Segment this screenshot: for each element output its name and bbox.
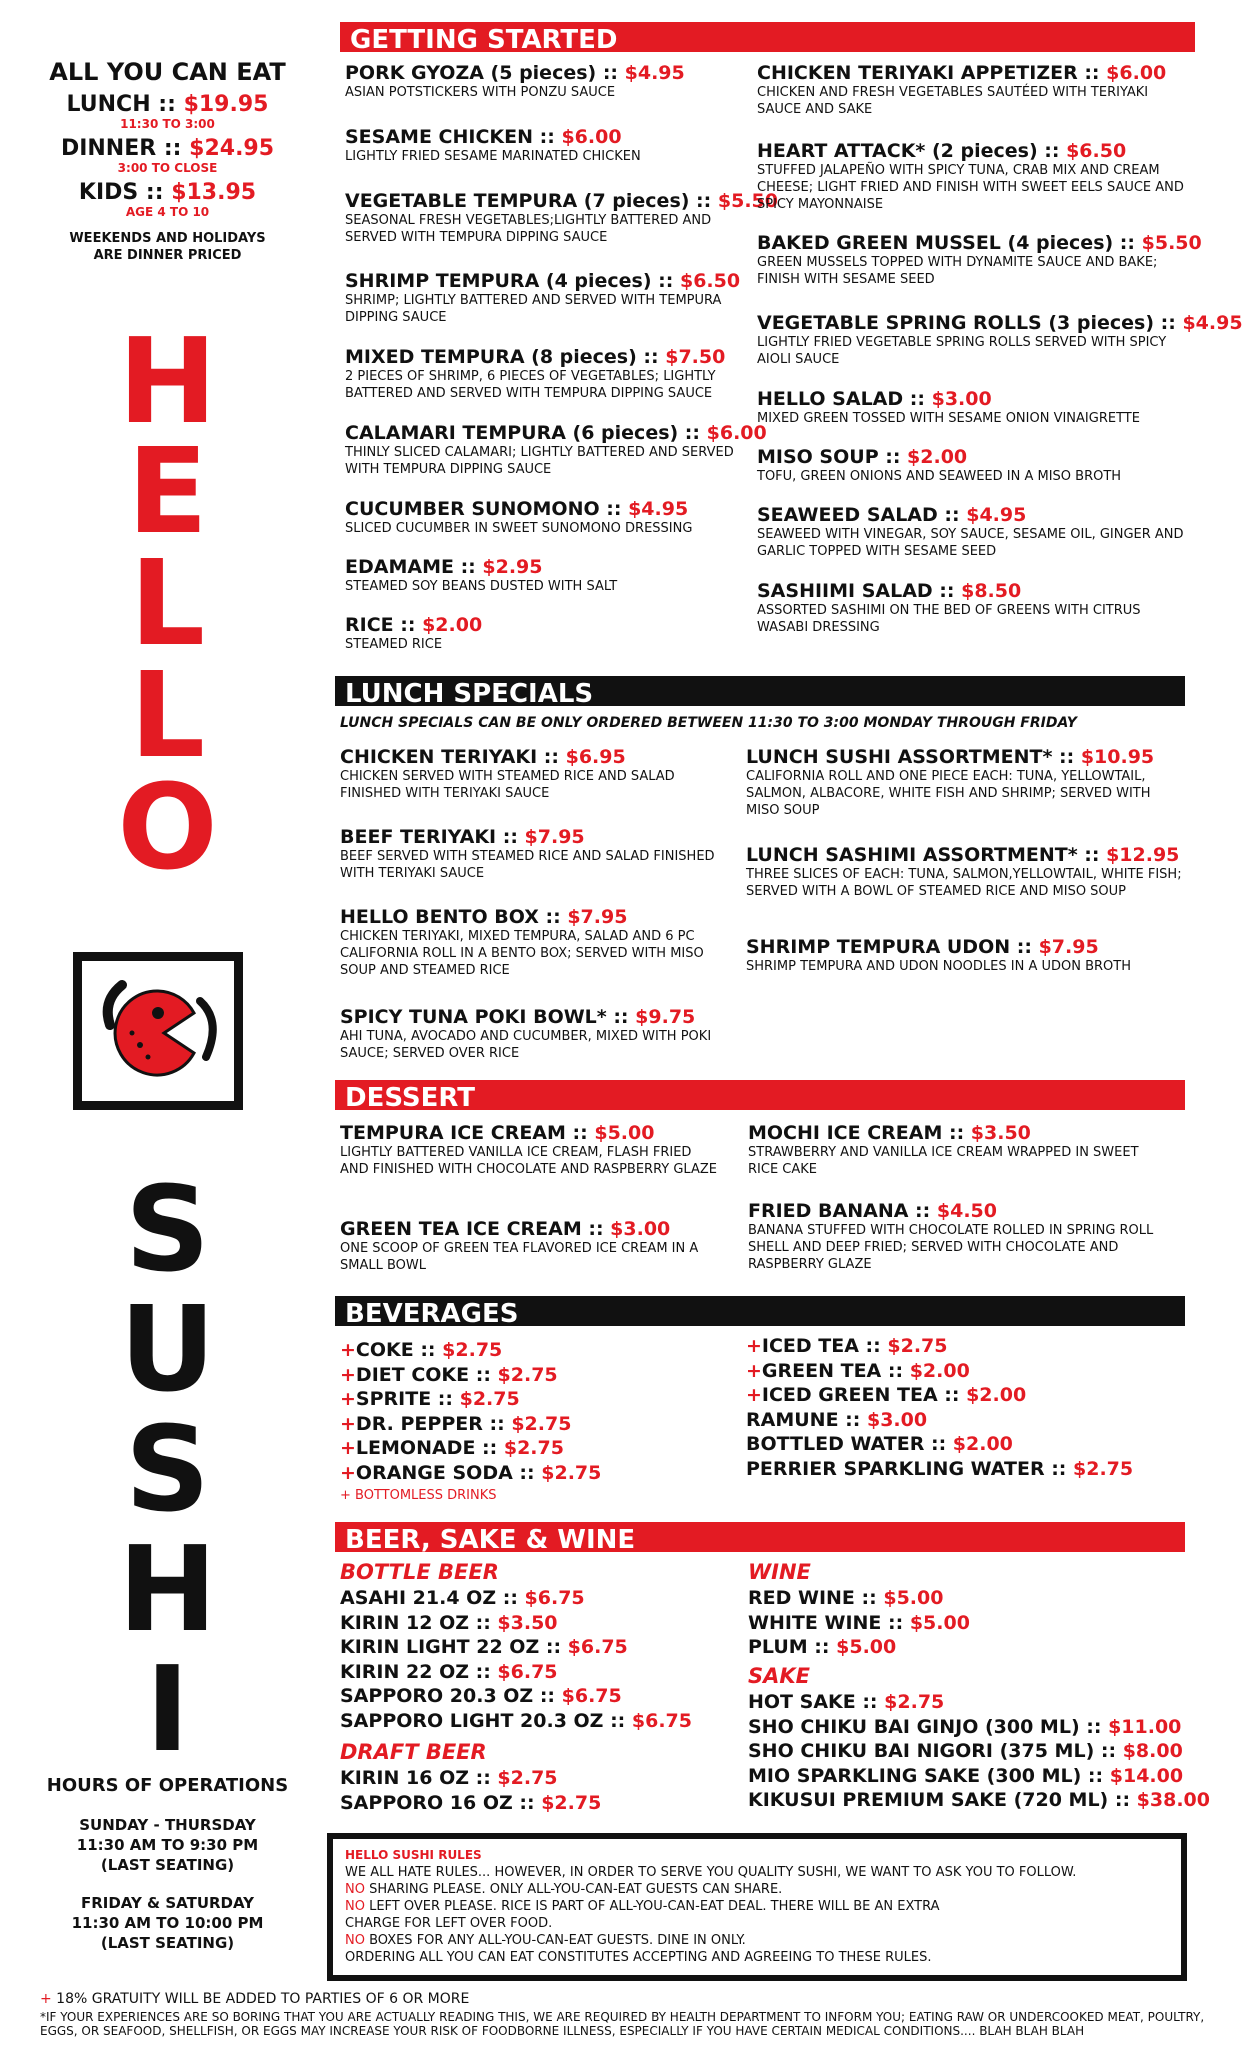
- menu-item-price: $2.00: [907, 446, 968, 468]
- price-line-price: $14.00: [1109, 1764, 1184, 1787]
- price-line-price: $6.75: [567, 1636, 628, 1658]
- menu-item-description: SEAWEED WITH VINEGAR, SOY SAUCE, SESAME OIL, GINGER AND GARLIC TOPPED WITH SESAME SEED: [757, 527, 1184, 559]
- dinner-label: DINNER: [60, 136, 157, 161]
- menu-item-price: $7.50: [665, 346, 726, 368]
- menu-item-name: MOCHI ICE CREAM :: $3.50: [748, 1122, 1031, 1144]
- price-line: [746, 1457, 1133, 1481]
- menu-item: [757, 62, 1187, 118]
- menu-item-name: PORK GYOZA (5 pieces) :: $4.95: [345, 62, 685, 84]
- dinner-hours: 3:00 TO CLOSE: [117, 161, 218, 175]
- price-line-price: $5.00: [883, 1587, 944, 1609]
- price-line: [340, 1611, 558, 1635]
- price-line: [340, 1412, 571, 1436]
- rules-outro: ORDERING ALL YOU CAN EAT CONSTITUTES ACCEPTING AND AGREEING TO THESE RULES.: [345, 1950, 932, 1965]
- sushi-letter: H: [118, 1520, 217, 1658]
- menu-item-name: HELLO SALAD :: $3.00: [757, 388, 992, 410]
- price-line-price: $2.75: [497, 1767, 558, 1789]
- menu-item-price: $7.95: [524, 826, 585, 848]
- price-line: [340, 1387, 520, 1411]
- price-line-name: ASAHI 21.4 OZ ::: [340, 1587, 525, 1609]
- bottomless-marker: +: [340, 1461, 356, 1484]
- sushi-letter: S: [125, 1160, 210, 1298]
- price-line-name: ICED GREEN TEA ::: [761, 1384, 967, 1406]
- menu-item-name: CUCUMBER SUNOMONO :: $4.95: [345, 498, 689, 520]
- weekend-note: WEEKENDS AND HOLIDAYS ARE DINNER PRICED: [69, 231, 266, 263]
- menu-item: [340, 1122, 720, 1178]
- menu-item-price: $5.00: [594, 1122, 655, 1144]
- price-line-name: RAMUNE ::: [746, 1408, 867, 1431]
- menu-item-price: $4.95: [1182, 312, 1243, 334]
- menu-item-price: $4.95: [624, 62, 685, 84]
- price-line: [746, 1383, 1026, 1407]
- menu-item-price: $12.95: [1106, 844, 1180, 866]
- menu-item-description: STRAWBERRY AND VANILLA ICE CREAM WRAPPED IN SWEET RICE CAKE: [748, 1145, 1139, 1177]
- rule-no-boxes: NO BOXES FOR ANY ALL-YOU-CAN-EAT GUESTS. DINE IN ONLY.: [345, 1933, 746, 1948]
- menu-item-price: $7.95: [567, 906, 628, 928]
- menu-item-name: SESAME CHICKEN :: $6.00: [345, 126, 622, 148]
- price-line-price: $2.75: [541, 1461, 602, 1484]
- menu-item-description: LIGHTLY FRIED VEGETABLE SPRING ROLLS SERVED WITH SPICY AIOLI SAUCE: [757, 335, 1167, 367]
- menu-item-price: $4.95: [966, 504, 1027, 526]
- menu-item-description: STUFFED JALAPEÑO WITH SPICY TUNA, CRAB MIX AND CREAM CHEESE; LIGHT FRIED AND FINISH WITH SWEET EELS SAUCE AND SPICY MAYONNAISE: [757, 163, 1184, 212]
- menu-item-description: CHICKEN TERIYAKI, MIXED TEMPURA, SALAD AND 6 PC CALIFORNIA ROLL IN A BENTO BOX; SERVED WITH MISO SOUP AND STEAMED RICE: [340, 929, 704, 978]
- menu-item-name: VEGETABLE SPRING ROLLS (3 pieces) :: $4.95: [757, 312, 1243, 334]
- price-line-price: $2.00: [909, 1359, 970, 1382]
- health-disclaimer: *IF YOUR EXPERIENCES ARE SO BORING THAT YOU ARE ACTUALLY READING THIS, WE ARE REQUIRED BY HEALTH DEPARTMENT TO INFORM YOU; EATING RAW OR UNDERCOOKED MEAT, POULTRY, EGGS, OR SEAFOOD, SHELLFISH, OR EGGS MAY INCREASE YOUR RISK OF FOODBORNE ILLNESS, ESPECIALLY IF YOU HAVE CERTAIN MEDICAL CONDITIONS.... BLAH BLAH BLAH: [40, 2010, 1205, 2038]
- price-line-price: $6.75: [497, 1660, 558, 1683]
- rules-intro: WE ALL HATE RULES... HOWEVER, IN ORDER TO SERVE YOU QUALITY SUSHI, WE WANT TO ASK YOU TO FOLLOW.: [345, 1865, 1077, 1880]
- rule-no-leftover: NO LEFT OVER PLEASE. RICE IS PART OF ALL-YOU-CAN-EAT DEAL. THERE WILL BE AN EXTRA: [345, 1899, 940, 1914]
- price-line-price: $5.00: [836, 1636, 897, 1658]
- menu-item-description: GREEN MUSSELS TOPPED WITH DYNAMITE SAUCE AND BAKE; FINISH WITH SESAME SEED: [757, 255, 1158, 287]
- section-dessert: DESSERT: [335, 1080, 1185, 1110]
- price-line: [340, 1363, 558, 1387]
- menu-item-description: ASIAN POTSTICKERS WITH PONZU SAUCE: [345, 85, 616, 100]
- menu-item-name: BEEF TERIYAKI :: $7.95: [340, 826, 585, 848]
- bottomless-marker: +: [340, 1363, 356, 1386]
- menu-item-price: $8.50: [961, 580, 1022, 602]
- price-line: [340, 1436, 564, 1460]
- price-line-name: SAPPORO 20.3 OZ ::: [340, 1685, 562, 1707]
- menu-item-price: $4.50: [936, 1200, 997, 1222]
- menu-item-name: FRIED BANANA :: $4.50: [748, 1200, 997, 1222]
- menu-item-price: $6.00: [1106, 62, 1167, 84]
- price-line-price: $2.75: [887, 1335, 948, 1357]
- menu-item-description: 2 PIECES OF SHRIMP, 6 PIECES OF VEGETABLES; LIGHTLY BATTERED AND SERVED WITH TEMPURA DIPPING SAUCE: [345, 369, 716, 401]
- menu-item-price: $5.50: [717, 190, 778, 212]
- wine-title: WINE: [748, 1560, 811, 1584]
- menu-item-name: RICE :: $2.00: [345, 614, 483, 636]
- menu-item-name: MISO SOUP :: $2.00: [757, 446, 968, 468]
- lunch-price-block: LUNCH :: $19.95 11:30 TO 3:00: [0, 92, 335, 131]
- price-line-price: $2.75: [884, 1691, 945, 1713]
- bottomless-marker: +: [746, 1359, 762, 1382]
- menu-item-price: $2.95: [482, 556, 543, 578]
- price-line-price: $2.00: [952, 1433, 1013, 1455]
- price-line-name: PERRIER SPARKLING WATER ::: [746, 1457, 1073, 1480]
- price-line-price: $2.75: [497, 1363, 558, 1386]
- left-column: [0, 0, 335, 2048]
- price-line-name: LEMONADE ::: [355, 1437, 504, 1459]
- menu-item-name: SHRIMP TEMPURA (4 pieces) :: $6.50: [345, 270, 741, 292]
- rules-title: HELLO SUSHI RULES: [345, 1848, 482, 1862]
- menu-item-name: MIXED TEMPURA (8 pieces) :: $7.50: [345, 346, 726, 368]
- ayce-title: ALL YOU CAN EAT: [49, 58, 286, 86]
- menu-item: [746, 844, 1186, 900]
- price-line: [340, 1709, 692, 1733]
- price-line-name: ICED TEA ::: [761, 1335, 888, 1357]
- menu-item-price: $9.75: [635, 1006, 696, 1028]
- menu-item-description: AHI TUNA, AVOCADO AND CUCUMBER, MIXED WITH POKI SAUCE; SERVED OVER RICE: [340, 1029, 712, 1061]
- menu-item-price: $6.00: [706, 422, 767, 444]
- section-beverages: BEVERAGES: [335, 1296, 1185, 1326]
- price-line-price: $11.00: [1108, 1715, 1182, 1738]
- kids-age: AGE 4 TO 10: [125, 205, 210, 219]
- kids-price: $13.95: [171, 180, 257, 205]
- price-line: [340, 1338, 502, 1362]
- price-line-name: BOTTLED WATER ::: [746, 1433, 953, 1455]
- menu-item-price: $6.50: [679, 270, 741, 292]
- price-line: [746, 1432, 1013, 1456]
- price-line-name: DR. PEPPER ::: [355, 1412, 512, 1435]
- price-line: [748, 1739, 1183, 1763]
- menu-item-description: ONE SCOOP OF GREEN TEA FLAVORED ICE CREAM IN A SMALL BOWL: [340, 1241, 699, 1273]
- price-line-price: $3.50: [497, 1611, 558, 1634]
- price-line: [340, 1791, 601, 1815]
- menu-item-description: THREE SLICES OF EACH: TUNA, SALMON,YELLOWTAIL, WHITE FISH; SERVED WITH A BOWL OF STEAMED RICE AND MISO SOUP: [746, 867, 1182, 899]
- price-line-name: SAPPORO 16 OZ ::: [340, 1791, 542, 1814]
- price-line-price: $2.75: [541, 1791, 602, 1814]
- price-line: [748, 1586, 943, 1610]
- menu-item-price: $6.50: [1066, 140, 1127, 162]
- menu-item-name: HELLO BENTO BOX :: $7.95: [340, 906, 628, 928]
- menu-item: [345, 498, 740, 537]
- menu-item-price: $7.95: [1038, 936, 1099, 958]
- menu-item-name: CHICKEN TERIYAKI :: $6.95: [340, 746, 626, 768]
- hello-letter: E: [127, 422, 208, 560]
- lunch-label: LUNCH: [66, 92, 151, 117]
- price-line-name: HOT SAKE ::: [748, 1691, 885, 1713]
- hello-letter: O: [117, 758, 218, 896]
- price-line-price: $2.75: [459, 1388, 520, 1410]
- rules-box: [327, 1833, 1187, 1981]
- menu-item-name: LUNCH SUSHI ASSORTMENT* :: $10.95: [746, 746, 1155, 768]
- menu-item-name: HEART ATTACK* (2 pieces) :: $6.50: [757, 140, 1127, 162]
- price-line: [748, 1764, 1183, 1788]
- bottomless-marker: +: [340, 1339, 356, 1361]
- price-line-name: KIKUSUI PREMIUM SAKE (720 ML) ::: [748, 1789, 1137, 1811]
- menu-item: [340, 906, 720, 979]
- menu-item-name: BAKED GREEN MUSSEL (4 pieces) :: $5.50: [757, 232, 1202, 254]
- menu-item-description: BEEF SERVED WITH STEAMED RICE AND SALAD FINISHED WITH TERIYAKI SAUCE: [340, 849, 715, 881]
- menu-item-price: $6.00: [561, 126, 622, 148]
- menu-item-description: STEAMED SOY BEANS DUSTED WITH SALT: [345, 579, 618, 594]
- kids-label: KIDS: [78, 180, 139, 205]
- menu-item: [757, 388, 1187, 427]
- menu-item-description: CHICKEN AND FRESH VEGETABLES SAUTÉED WITH TERIYAKI SAUCE AND SAKE: [757, 85, 1149, 117]
- price-line-price: $2.00: [966, 1384, 1027, 1406]
- menu-item: [345, 556, 740, 595]
- hello-letter: L: [129, 534, 206, 672]
- price-line: [748, 1715, 1181, 1739]
- menu-item: [345, 346, 740, 402]
- price-line: [746, 1359, 970, 1383]
- menu-item-price: $10.95: [1080, 746, 1155, 768]
- sushi-letter: I: [145, 1640, 190, 1778]
- menu-item: [345, 62, 740, 101]
- price-line: [748, 1635, 896, 1659]
- rule-no-sharing: NO SHARING PLEASE. ONLY ALL-YOU-CAN-EAT GUESTS CAN SHARE.: [345, 1882, 783, 1897]
- menu-item: [757, 504, 1187, 560]
- bottomless-marker: +: [340, 1388, 356, 1410]
- price-line-price: $8.00: [1122, 1740, 1183, 1762]
- price-line-name: SPRITE ::: [355, 1388, 460, 1410]
- menu-item-name: TEMPURA ICE CREAM :: $5.00: [340, 1122, 655, 1144]
- price-line-name: WHITE WINE ::: [748, 1611, 910, 1634]
- price-line-name: KIRIN LIGHT 22 OZ ::: [340, 1636, 568, 1658]
- sushi-letter: S: [125, 1400, 210, 1538]
- price-line: [340, 1586, 585, 1610]
- menu-item-description: SEASONAL FRESH VEGETABLES;LIGHTLY BATTERED AND SERVED WITH TEMPURA DIPPING SAUCE: [345, 213, 712, 245]
- menu-item: [345, 422, 767, 478]
- lunch-price: $19.95: [183, 92, 269, 117]
- price-line-name: PLUM ::: [748, 1636, 837, 1658]
- sake-title: SAKE: [748, 1664, 810, 1688]
- menu-item: [748, 1200, 1168, 1273]
- menu-item-description: LIGHTLY BATTERED VANILLA ICE CREAM, FLASH FRIED AND FINISHED WITH CHOCOLATE AND RASPBERRY GLAZE: [340, 1145, 717, 1177]
- gratuity-note: + 18% GRATUITY WILL BE ADDED TO PARTIES OF 6 OR MORE: [40, 1991, 470, 2007]
- price-line-name: KIRIN 16 OZ ::: [340, 1767, 498, 1789]
- price-line-name: DIET COKE ::: [355, 1363, 498, 1386]
- menu-item-description: THINLY SLICED CALAMARI; LIGHTLY BATTERED AND SERVED WITH TEMPURA DIPPING SAUCE: [345, 445, 734, 477]
- menu-item-description: SLICED CUCUMBER IN SWEET SUNOMONO DRESSING: [345, 521, 693, 536]
- lunch-hours: 11:30 TO 3:00: [120, 117, 215, 131]
- menu-item: [340, 746, 720, 802]
- menu-item-price: $2.00: [422, 614, 483, 636]
- draft-beer-title: DRAFT BEER: [340, 1740, 487, 1764]
- price-line: [748, 1788, 1210, 1812]
- kids-price-block: KIDS :: $13.95 AGE 4 TO 10: [0, 180, 335, 219]
- menu-item: [345, 270, 740, 326]
- menu-item-description: STEAMED RICE: [345, 637, 443, 652]
- menu-item-description: SHRIMP; LIGHTLY BATTERED AND SERVED WITH TEMPURA DIPPING SAUCE: [345, 293, 722, 325]
- menu-item: [748, 1122, 1168, 1178]
- price-line-price: $6.75: [524, 1587, 585, 1609]
- menu-item-name: CALAMARI TEMPURA (6 pieces) :: $6.00: [345, 422, 767, 444]
- menu-item-name: SHRIMP TEMPURA UDON :: $7.95: [746, 936, 1099, 958]
- price-line: [748, 1611, 970, 1635]
- menu-item-price: $3.00: [610, 1218, 671, 1240]
- menu-item: [757, 446, 1187, 485]
- section-getting-started: GETTING STARTED: [340, 22, 1195, 52]
- price-line-name: GREEN TEA ::: [761, 1359, 910, 1382]
- price-line: [340, 1684, 622, 1708]
- bottomless-marker: +: [746, 1335, 762, 1357]
- menu-item-description: CHICKEN SERVED WITH STEAMED RICE AND SALAD FINISHED WITH TERIYAKI SAUCE: [340, 769, 675, 801]
- menu-item-price: $5.50: [1141, 232, 1202, 254]
- price-line: [340, 1635, 628, 1659]
- menu-item-name: SASHIIMI SALAD :: $8.50: [757, 580, 1022, 602]
- price-line-name: KIRIN 12 OZ ::: [340, 1611, 498, 1634]
- menu-item: [757, 312, 1243, 368]
- price-line-price: $6.75: [561, 1685, 622, 1707]
- section-beer-sake-wine: BEER, SAKE & WINE: [335, 1522, 1185, 1552]
- hours-title: HOURS OF OPERATIONS: [46, 1775, 289, 1796]
- rule-leftover-charge: CHARGE FOR LEFT OVER FOOD.: [345, 1916, 553, 1931]
- menu-item-price: $3.50: [970, 1122, 1031, 1144]
- bottomless-marker: +: [746, 1384, 762, 1406]
- menu-item: [345, 126, 740, 165]
- price-line: [340, 1766, 558, 1790]
- dinner-price: $24.95: [189, 136, 275, 161]
- dinner-price-block: DINNER :: $24.95 3:00 TO CLOSE: [0, 136, 335, 175]
- lunch-note: LUNCH SPECIALS CAN BE ONLY ORDERED BETWEEN 11:30 TO 3:00 MONDAY THROUGH FRIDAY: [340, 715, 1077, 731]
- price-line-price: $2.75: [511, 1412, 572, 1435]
- menu-item: [340, 826, 720, 882]
- menu-item-price: $3.00: [931, 388, 992, 410]
- price-line-name: KIRIN 22 OZ ::: [340, 1660, 498, 1683]
- menu-item-name: GREEN TEA ICE CREAM :: $3.00: [340, 1218, 671, 1240]
- menu-item-description: ASSORTED SASHIMI ON THE BED OF GREENS WITH CITRUS WASABI DRESSING: [757, 603, 1141, 635]
- bottomless-marker: +: [340, 1412, 356, 1435]
- menu-item-description: CALIFORNIA ROLL AND ONE PIECE EACH: TUNA, YELLOWTAIL, SALMON, ALBACORE, WHITE FISH AND SHRIMP; SERVED WITH MISO SOUP: [746, 769, 1151, 818]
- menu-item: [345, 614, 740, 653]
- price-line-price: $2.75: [442, 1339, 503, 1361]
- menu-item-name: EDAMAME :: $2.95: [345, 556, 543, 578]
- price-line-price: $2.75: [503, 1437, 564, 1459]
- sushi-letter: U: [119, 1280, 216, 1418]
- menu-item-price: $4.95: [628, 498, 689, 520]
- price-line: [340, 1461, 601, 1485]
- menu-item-name: SPICY TUNA POKI BOWL* :: $9.75: [340, 1006, 696, 1028]
- price-line: [340, 1660, 558, 1684]
- price-line-name: SHO CHIKU BAI GINJO (300 ML) ::: [748, 1715, 1109, 1738]
- pacman-fish-logo-icon: [73, 952, 243, 1110]
- price-line-name: MIO SPARKLING SAKE (300 ML) ::: [748, 1764, 1110, 1787]
- price-line: [746, 1334, 947, 1358]
- price-line: [746, 1408, 927, 1432]
- menu-item-name: SEAWEED SALAD :: $4.95: [757, 504, 1027, 526]
- hours-fri-sat: FRIDAY & SATURDAY 11:30 AM TO 10:00 PM (LAST SEATING): [71, 1894, 264, 1952]
- bottle-beer-title: BOTTLE BEER: [340, 1560, 499, 1584]
- menu-item: [340, 1006, 720, 1062]
- hours-sun-thu: SUNDAY - THURSDAY 11:30 AM TO 9:30 PM (LAST SEATING): [76, 1816, 259, 1874]
- price-line-name: COKE ::: [355, 1339, 443, 1361]
- menu-item: [757, 580, 1187, 636]
- bottomless-marker: +: [340, 1437, 356, 1459]
- bottomless-note: + BOTTOMLESS DRINKS: [340, 1488, 497, 1503]
- price-line-price: $2.75: [1073, 1457, 1134, 1480]
- menu-item-description: LIGHTLY FRIED SESAME MARINATED CHICKEN: [345, 149, 641, 164]
- section-lunch-specials: LUNCH SPECIALS: [335, 676, 1185, 706]
- menu-item-price: $6.95: [565, 746, 626, 768]
- menu-item: [340, 1218, 720, 1274]
- price-line-name: SAPPORO LIGHT 20.3 OZ ::: [340, 1709, 632, 1732]
- price-line: [748, 1690, 944, 1714]
- menu-item-description: BANANA STUFFED WITH CHOCOLATE ROLLED IN SPRING ROLL SHELL AND DEEP FRIED; SERVED WITH CHOCOLATE AND RASPBERRY GLAZE: [748, 1223, 1154, 1272]
- price-line-price: $3.00: [866, 1408, 928, 1431]
- menu-item: [345, 190, 778, 246]
- menu-item-description: TOFU, GREEN ONIONS AND SEAWEED IN A MISO BROTH: [757, 469, 1122, 484]
- menu-item-description: MIXED GREEN TOSSED WITH SESAME ONION VINAIGRETTE: [757, 411, 1140, 426]
- price-line-name: SHO CHIKU BAI NIGORI (375 ML) ::: [748, 1740, 1123, 1762]
- price-line-price: $6.75: [631, 1709, 692, 1732]
- hello-letter: H: [118, 312, 217, 450]
- hello-letter: L: [129, 646, 206, 784]
- menu-item-name: VEGETABLE TEMPURA (7 pieces) :: $5.50: [345, 190, 778, 212]
- menu-item: [746, 936, 1186, 975]
- price-line-price: $38.00: [1136, 1789, 1210, 1811]
- menu-item: [757, 140, 1187, 213]
- menu-item-name: LUNCH SASHIMI ASSORTMENT* :: $12.95: [746, 844, 1180, 866]
- price-line-price: $5.00: [909, 1611, 970, 1634]
- menu-item: [746, 746, 1186, 819]
- menu-item: [757, 232, 1202, 288]
- price-line-name: RED WINE ::: [748, 1587, 884, 1609]
- price-line-name: ORANGE SODA ::: [355, 1461, 542, 1484]
- menu-item-description: SHRIMP TEMPURA AND UDON NOODLES IN A UDON BROTH: [746, 959, 1131, 974]
- menu-item-name: CHICKEN TERIYAKI APPETIZER :: $6.00: [757, 62, 1167, 84]
